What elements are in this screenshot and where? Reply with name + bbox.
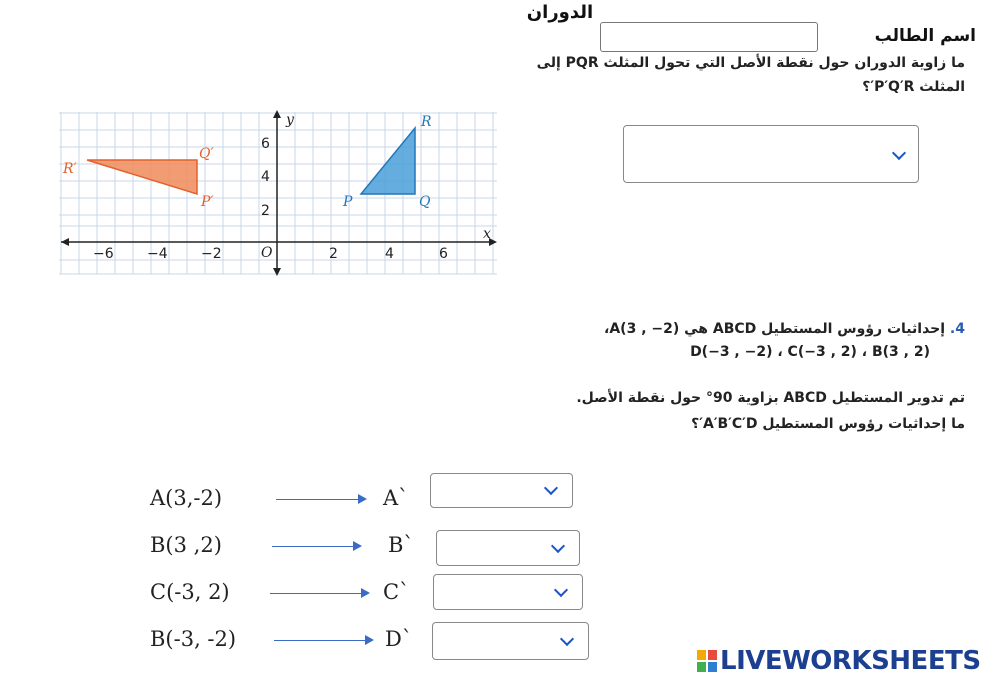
y-axis-label: y	[286, 112, 294, 128]
arrow-d	[274, 640, 366, 641]
answer-dropdown-b[interactable]	[436, 530, 580, 566]
liveworksheets-logo	[697, 646, 981, 676]
page-title: الدوران	[526, 2, 594, 23]
answer-dropdown-a[interactable]	[430, 473, 573, 508]
x-axis-label: x	[483, 226, 491, 242]
mapping-from-a: A(3,-2)	[150, 486, 223, 510]
x-tick: −4	[147, 246, 168, 262]
coordinate-graph	[55, 108, 505, 278]
x-tick: 6	[439, 246, 448, 262]
mapping-to-b: B`	[388, 533, 414, 557]
question3-line1: ما زاوية الدوران حول نقطة الأصل التي تحول المثلث PQR إلى	[536, 55, 965, 71]
mapping-to-d: D`	[385, 627, 413, 651]
mapping-to-c: C`	[383, 580, 410, 604]
answer-dropdown-d[interactable]	[432, 622, 589, 660]
question3-answer-dropdown[interactable]	[623, 125, 919, 183]
mapping-from-b: B(3 ,2)	[150, 533, 222, 557]
triangle-image	[87, 160, 197, 194]
origin-label: O	[261, 245, 273, 261]
x-tick: −2	[201, 246, 222, 262]
vertex-label-q-prime: Q′	[199, 146, 214, 162]
arrow-c	[270, 593, 362, 594]
question4-text: إحداثيات رؤوس المستطيل ABCD هي (2− , 3)A،	[604, 321, 946, 337]
arrow-a	[276, 499, 359, 500]
x-tick: 4	[385, 246, 394, 262]
student-name-label: اسم الطالب	[874, 26, 976, 46]
y-tick: 2	[261, 203, 270, 219]
student-name-input[interactable]	[600, 22, 818, 52]
question4-number: 4.	[949, 321, 965, 337]
vertex-label-p: P	[343, 194, 353, 210]
chevron-down-icon	[551, 539, 565, 553]
chevron-down-icon	[554, 583, 568, 597]
answer-dropdown-c[interactable]	[433, 574, 583, 610]
x-tick: 2	[329, 246, 338, 262]
logo-text: LIVEWORKSHEETS	[720, 646, 981, 676]
chevron-down-icon	[544, 481, 558, 495]
question4-line3: تم تدوير المستطيل ABCD بزاوية 90° حول نقطة الأصل.	[576, 390, 965, 406]
chevron-down-icon	[560, 632, 574, 646]
chevron-down-icon	[892, 146, 906, 160]
vertex-label-r-prime: R′	[63, 161, 77, 177]
x-tick: −6	[93, 246, 114, 262]
arrow-b	[272, 546, 354, 547]
y-tick: 4	[261, 169, 270, 185]
triangle-original	[361, 128, 415, 194]
y-tick: 6	[261, 136, 270, 152]
question3-line2: المثلث P′Q′R′؟	[862, 79, 965, 95]
mapping-from-d: B(-3, -2)	[150, 627, 237, 651]
question4-line4: ما إحداثيات رؤوس المستطيل A′B′C′D′؟	[691, 416, 965, 432]
question4-line1	[420, 318, 965, 340]
mapping-to-a: A`	[383, 486, 409, 510]
logo-icon	[697, 650, 717, 672]
vertex-label-q: Q	[419, 194, 431, 210]
mapping-from-c: C(-3, 2)	[150, 580, 230, 604]
vertex-label-p-prime: P′	[201, 194, 214, 210]
question4-line2: D(−3 , −2) ، C(−3 , 2) ، B(3 , 2)	[690, 344, 930, 360]
vertex-label-r: R	[421, 114, 432, 130]
